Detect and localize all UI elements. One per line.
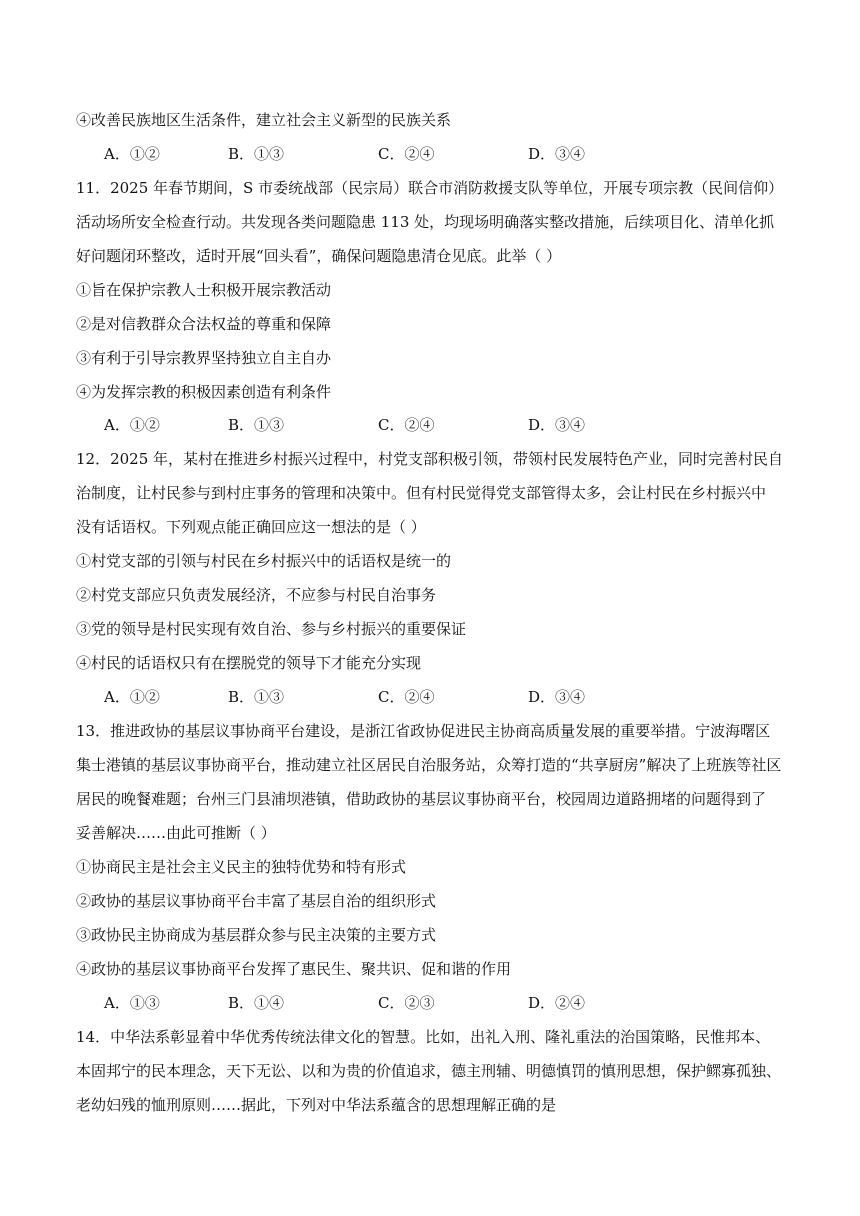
q11-option-b: B．①③ [228,416,285,434]
q11-option-c: C．②④ [378,416,435,434]
q11-options [104,415,664,435]
q11-option-a: A．①② [104,416,160,434]
q10-item-4: ④改善民族地区生活条件，建立社会主义新型的民族关系 [76,111,452,129]
q11-option-d: D．③④ [528,416,586,434]
q13-item-3: ③政协民主协商成为基层群众参与民主决策的主要方式 [76,926,437,944]
q12-stem-line-1: 12．2025 年，某村在推进乡村振兴过程中，村党支部积极引领，带领村民发展特色产业，同时完善村民自 [76,450,784,468]
q13-option-d: D．②④ [528,994,586,1012]
q12-item-1: ①村党支部的引领与村民在乡村振兴中的话语权是统一的 [76,552,452,570]
q13-stem-line-1: 13．推进政协的基层议事协商平台建设，是浙江省政协促进民主协商高质量发展的重要举措。宁波海曙区 [76,722,771,740]
q12-stem-line-3: 没有话语权。下列观点能正确回应这一想法的是（ ） [76,518,426,536]
q12-option-a: A．①② [104,688,160,706]
q10-options [104,144,664,164]
q14-stem-line-1: 14．中华法系彰显着中华优秀传统法律文化的智慧。比如，出礼入刑、隆礼重法的治国策略，民惟邦本、 [76,1028,771,1046]
q10-option-b: B．①③ [228,145,285,163]
q11-item-1: ①旨在保护宗教人士积极开展宗教活动 [76,281,332,299]
q14-stem-line-3: 老幼妇残的恤刑原则……据此，下列对中华法系蕴含的思想理解正确的是 [76,1096,557,1114]
q10-option-d: D．③④ [528,145,586,163]
q11-item-2: ②是对信教群众合法权益的尊重和保障 [76,315,332,333]
q13-option-c: C．②③ [378,994,435,1012]
q12-option-d: D．③④ [528,688,586,706]
q13-stem-line-3: 居民的晚餐难题；台州三门县浦坝港镇，借助政协的基层议事协商平台，校园周边道路拥堵的问题得到了 [76,790,767,808]
q10-option-c: C．②④ [378,145,435,163]
q12-item-4: ④村民的话语权只有在摆脱党的领导下才能充分实现 [76,654,422,672]
q12-item-2: ②村党支部应只负责发展经济，不应参与村民自治事务 [76,586,437,604]
q13-stem-line-4: 妥善解决……由此可推断（ ） [76,824,276,842]
q13-item-2: ②政协的基层议事协商平台丰富了基层自治的组织形式 [76,892,437,910]
q11-stem-line-1: 11．2025 年春节期间，S 市委统战部（民宗局）联合市消防救援支队等单位，开展专项宗教（民间信仰） [76,179,784,197]
q12-item-3: ③党的领导是村民实现有效自治、参与乡村振兴的重要保证 [76,620,467,638]
q12-option-c: C．②④ [378,688,435,706]
q11-item-4: ④为发挥宗教的积极因素创造有利条件 [76,383,332,401]
q13-item-4: ④政协的基层议事协商平台发挥了惠民生、聚共识、促和谐的作用 [76,960,512,978]
q11-stem-line-3: 好问题闭环整改，适时开展“回头看”，确保问题隐患清仓见底。此举（ ） [76,247,562,265]
q10-option-a: A．①② [104,145,160,163]
q12-options [104,687,664,707]
q12-stem-line-2: 治制度，让村民参与到村庄事务的管理和决策中。但有村民觉得党支部管得太多，会让村民在乡村振兴中 [76,484,767,502]
q11-stem-line-2: 活动场所安全检查行动。共发现各类问题隐患 113 处，均现场明确落实整改措施，后续项目化、清单化抓 [76,213,775,231]
q13-item-1: ①协商民主是社会主义民主的独特优势和特有形式 [76,858,407,876]
q12-option-b: B．①③ [228,688,285,706]
q13-stem-line-2: 集士港镇的基层议事协商平台，推动建立社区居民自治服务站，众筹打造的“共享厨房”解决了上班族等社区 [76,756,782,774]
q13-option-a: A．①③ [104,994,160,1012]
q14-stem-line-2: 本固邦宁的民本理念，天下无讼、以和为贵的价值追求，德主刑辅、明德慎罚的慎刑思想，保护鳏寡孤独、 [76,1062,782,1080]
q11-item-3: ③有利于引导宗教界坚持独立自主自办 [76,349,332,367]
q13-options [104,993,664,1013]
q13-option-b: B．①④ [228,994,285,1012]
